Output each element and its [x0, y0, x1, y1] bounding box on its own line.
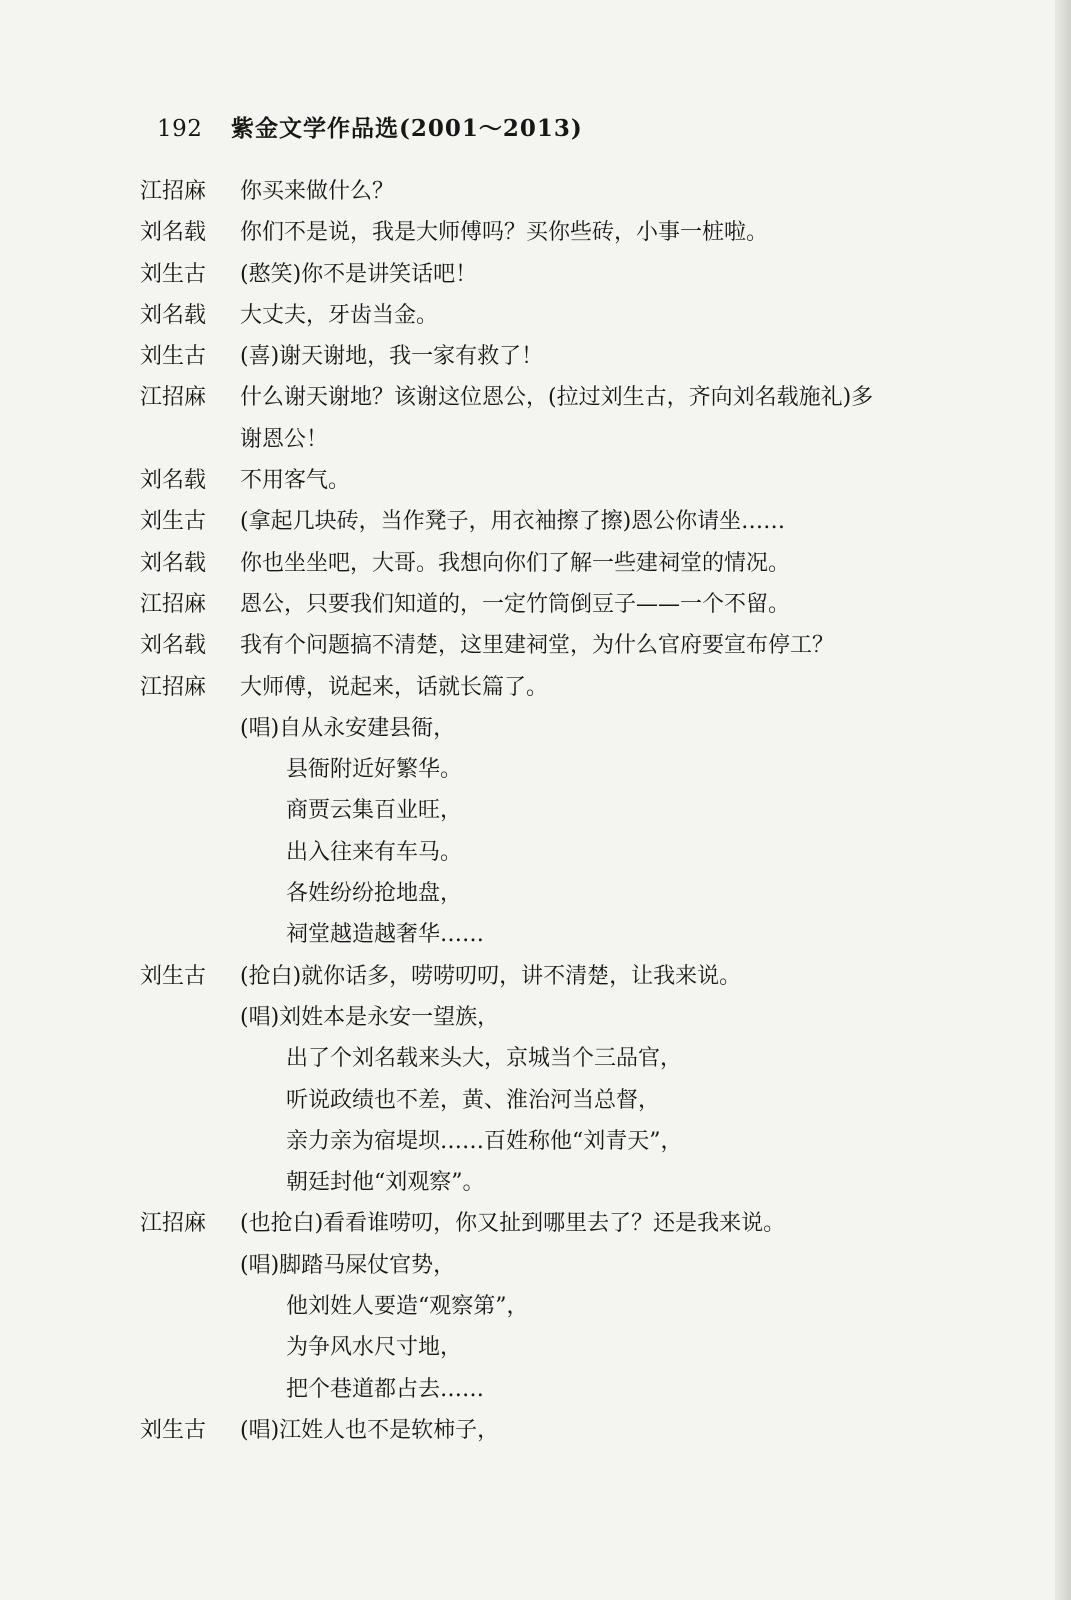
book-title: 紫金文学作品选(2001～2013): [231, 115, 583, 142]
verse-line: 各姓纷纷抢地盘，: [286, 881, 463, 907]
dialogue-line: 谢恩公！: [240, 426, 329, 452]
dialogue-entry: [140, 295, 960, 336]
dialogue-entry: [140, 212, 960, 253]
dialogue-line: (拿起几块砖，当作凳子，用衣袖擦了擦)恩公你请坐……: [240, 509, 786, 535]
speaker-name: 刘生古: [140, 1417, 207, 1443]
speaker-name: 江招麻: [140, 591, 207, 617]
dialogue-line: 不用客气。: [240, 468, 351, 494]
dialogue-line: 你也坐坐吧，大哥。我想向你们了解一些建祠堂的情况。: [240, 550, 791, 576]
verse-line: 他刘姓人要造“观察第”，: [286, 1294, 529, 1320]
dialogue-line: 大丈夫，牙齿当金。: [240, 302, 439, 328]
verse-line: 商贾云集百业旺，: [286, 798, 463, 824]
speaker-name: 江招麻: [140, 179, 207, 204]
speaker-name: 江招麻: [140, 1211, 207, 1237]
verse-line: 把个巷道都占去……: [286, 1376, 485, 1402]
dialogue-line: 什么谢天谢地？该谢这位恩公，(拉过刘生古，齐向刘名载施礼)多: [240, 385, 874, 411]
speaker-name: 刘名载: [140, 550, 207, 576]
dialogue-entry: [140, 543, 960, 584]
dialogue-entry: [140, 171, 960, 212]
page-edge-shadow: [1055, 0, 1071, 1600]
speaker-name: 刘名载: [140, 302, 207, 328]
speaker-name: 刘生古: [140, 509, 207, 535]
dialogue-line: (唱)刘姓本是永安一望族，: [240, 1004, 500, 1030]
verse-line: 朝廷封他“刘观察”。: [286, 1170, 485, 1196]
verse-line: 祠堂越造越奢华……: [286, 922, 485, 948]
speaker-name: 刘生古: [140, 344, 207, 370]
dialogue-line: (唱)自从永安建县衙，: [240, 715, 456, 741]
dialogue-line: 你买来做什么？: [240, 179, 395, 204]
speaker-name: 江招麻: [140, 385, 207, 411]
dialogue-line: (唱)江姓人也不是软柿子，: [240, 1417, 500, 1443]
dialogue-entry: [140, 625, 960, 666]
speaker-name: 刘名载: [140, 633, 207, 659]
dialogue-line: (憨笑)你不是讲笑话吧！: [240, 261, 478, 287]
running-header: [157, 110, 583, 143]
verse-line: 县衙附近好繁华。: [286, 757, 463, 783]
dialogue-line: (也抢白)看看谁唠叨，你又扯到哪里去了？还是我来说。: [240, 1211, 786, 1237]
dialogue-line: (抢白)就你话多，唠唠叨叨，讲不清楚，让我来说。: [240, 963, 742, 989]
speaker-name: 刘生古: [140, 261, 207, 287]
speaker-name: 刘生古: [140, 963, 207, 989]
dialogue-entry: [140, 254, 960, 295]
dialogue-entry: [140, 1410, 960, 1451]
dialogue-entry: [140, 336, 960, 377]
script-dialogue: [140, 171, 960, 1451]
page-number: 192: [157, 116, 203, 142]
dialogue-line: (喜)谢天谢地，我一家有救了！: [240, 344, 544, 370]
speaker-name: 刘名载: [140, 220, 207, 246]
dialogue-entry: [140, 501, 960, 542]
verse-line: 听说政绩也不差，黄、淮治河当总督，: [286, 1087, 661, 1113]
dialogue-line: 恩公，只要我们知道的，一定竹筒倒豆子——一个不留。: [240, 591, 791, 617]
dialogue-entry: [140, 377, 960, 460]
dialogue-entry: [140, 956, 960, 1204]
speaker-name: 刘名载: [140, 468, 207, 494]
dialogue-line: 我有个问题搞不清楚，这里建祠堂，为什么官府要宣布停工？: [240, 633, 835, 659]
verse-line: 为争风水尺寸地，: [286, 1335, 463, 1361]
dialogue-line: 大师傅，说起来，话就长篇了。: [240, 674, 549, 700]
dialogue-entry: [140, 460, 960, 501]
verse-line: 出入往来有车马。: [286, 839, 463, 865]
dialogue-entry: [140, 667, 960, 956]
dialogue-line: 你们不是说，我是大师傅吗？买你些砖，小事一桩啦。: [240, 220, 769, 246]
verse-line: 出了个刘名载来头大，京城当个三品官，: [286, 1046, 683, 1072]
dialogue-line: (唱)脚踏马屎仗官势，: [240, 1252, 456, 1278]
dialogue-entry: [140, 1203, 960, 1409]
verse-line: 亲力亲为宿堤坝……百姓称他“刘青天”，: [286, 1128, 683, 1154]
speaker-name: 江招麻: [140, 674, 207, 700]
dialogue-entry: [140, 584, 960, 625]
